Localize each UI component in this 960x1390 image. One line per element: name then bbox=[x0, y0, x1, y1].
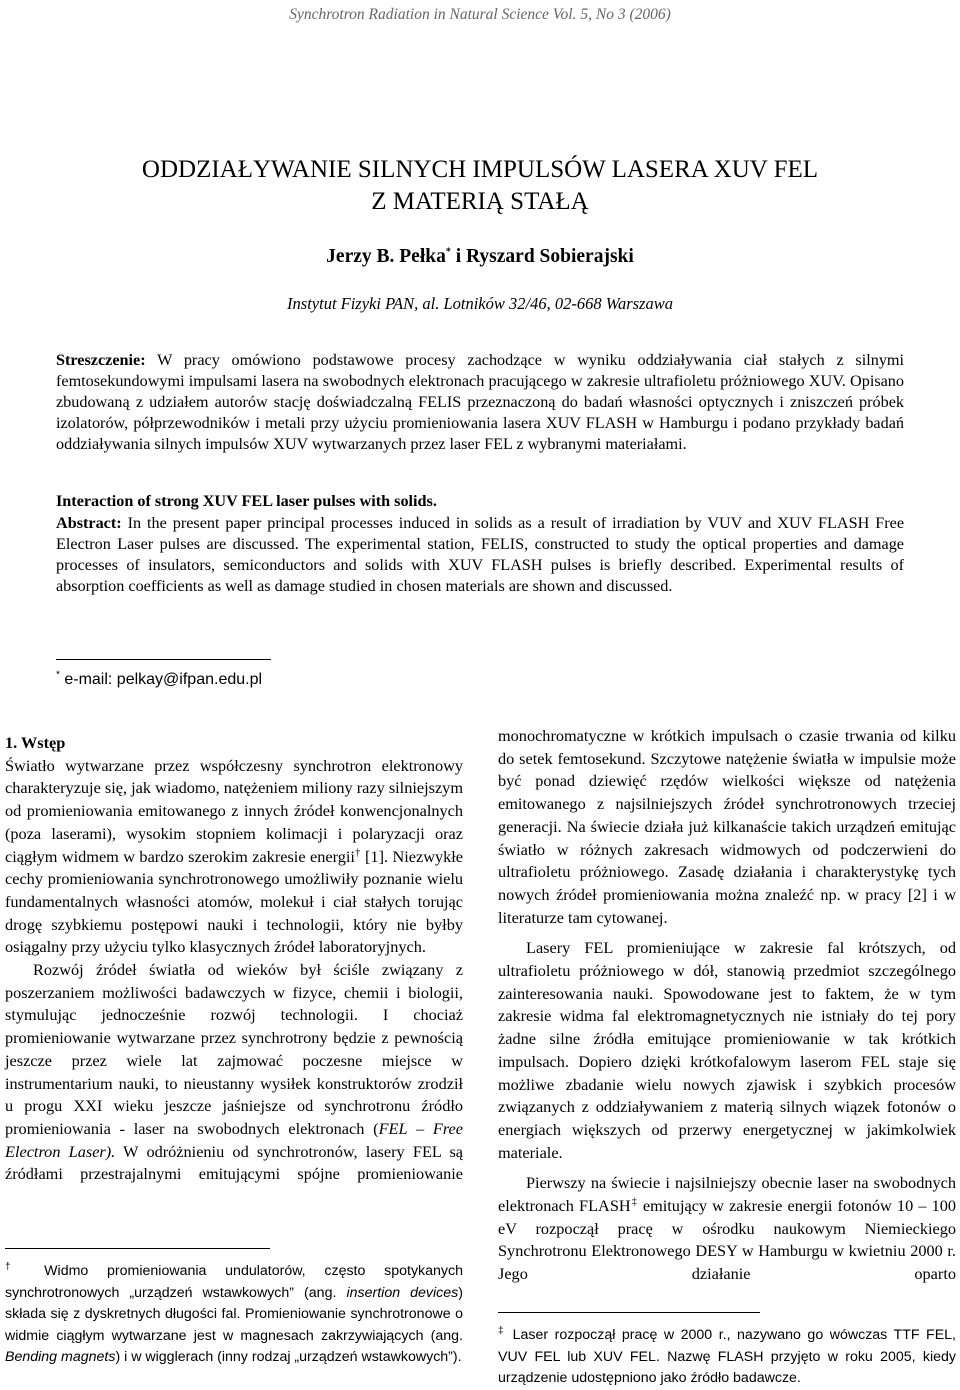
left-paragraph-2-text: Rozwój źródeł światła od wieków był ściśle związany z poszerzaniem możliwości badawczych w fizyce, chemii i biologii, stymulując jednocześnie rozwój technologii. I chociaż promieniowanie wytwarzane przez synchrotrony będzie z pewnością jeszcze przez wiele lat zajmować poczesne miejsce w instrumentarium nauki, to nieustanny wysiłek konstruktorów zrodził u progu XXI wieku jeszcze jaśniejsze od synchrotronu źródło promieniowania - laser na swobodnych elektronach ( bbox=[5, 960, 463, 1138]
left-paragraph-2-cont: W odróżnieniu od synchrotronów, lasery FEL są źródłami przestrajalnymi emitującymi spójne promieniowanie bbox=[5, 1141, 464, 1184]
footnote-email bbox=[56, 671, 262, 689]
english-title: Interaction of strong XUV FEL laser pulses with solids. bbox=[56, 492, 437, 510]
paper-title-line-1: ODDZIAŁYWANIE SILNYCH IMPULSÓW LASERA XUV FEL bbox=[141, 156, 819, 183]
footnote-left-italic-1: insertion devices bbox=[346, 1284, 459, 1301]
left-paragraph-1-text: Światło wytwarzane przez współczesny synchrotron elektronowy charakteryzuje się, jak wiadomo, natężeniem miliony razy silniejszym od promieniowania emitowanego z innych źródeł konwencjonalnych (poza laserami), wysokim stopniem kolimacji i polaryzacji oraz ciągłym widmem w bardzo szerokim zakresie energii bbox=[5, 755, 463, 866]
footnote-right-mark: ‡ bbox=[498, 1325, 507, 1337]
abstract-polish bbox=[56, 350, 904, 455]
author-1: Jerzy B. Pełka bbox=[326, 246, 446, 267]
author-footnote-mark: * bbox=[445, 246, 451, 258]
footnote-mark-dagger: † bbox=[354, 847, 361, 859]
footnote-left-text-2: ) składa się z dyskretnych długości fal. Promieniowanie synchrotronowe o widmie ciągłym wytwarzane jest w magnesach zakrzywiających (ang. bbox=[5, 1284, 463, 1344]
footnote-right bbox=[498, 1325, 956, 1390]
left-paragraph-1 bbox=[5, 755, 463, 959]
footnote-left-mark: † bbox=[5, 1261, 26, 1273]
left-column bbox=[5, 732, 463, 1186]
right-paragraph-3-text: Pierwszy na świecie i najsilniejszy obecnie laser na swobodnych elektronach FLASH bbox=[498, 1173, 956, 1216]
footnote-rule-right bbox=[498, 1312, 760, 1313]
footnote-email-mark: * bbox=[56, 669, 60, 681]
paper-title-line-2: Z MATERIĄ STAŁĄ bbox=[371, 188, 589, 215]
right-paragraph-2: Lasery FEL promieniujące w zakresie fal krótszych, od ultrafioletu próżniowego w dół, stanowią przedmiot szczególnego zainteresowania nauki. Spowodowane jest to faktem, że w tym zakresie widma fal elektromagnetycznych nie istniały do tej pory żadne silne źródła emitujące promieniowanie w tak krótkich impulsach. Dopiero dzięki krótkofalowym laserom FEL staje się możliwe zbadanie wielu nowych zjawisk i szybkich procesów związanych z oddziaływaniem z materią silnych wiązek fotonów o energiach większych od przerwy energetycznej w jakimkolwiek materiale. bbox=[498, 938, 956, 1162]
footnote-rule-email bbox=[56, 659, 271, 660]
footnote-right-text: Laser rozpoczął pracę w 2000 r., nazywano go wówczas TTF FEL, VUV FEL lub XUV FEL. Nazwę FLASH przyjęto w roku 2005, kiedy urządzenie udostępniono jako źródło badawcze. bbox=[498, 1327, 956, 1386]
abstract-polish-text: W pracy omówiono podstawowe procesy zachodzące w wyniku oddziaływania ciał stałych z silnymi femtosekundowymi impulsami lasera na swobodnych elektronach pracującego w zakresie ultrafioletu próżniowego XUV. Opisano zbudowaną z udziałem autorów stację doświadczalną FELIS przeznaczoną do badań własności optycznych i zniszczeń próbek izolatorów, półprzewodników i metali przy użyciu promieniowania lasera XUV FLASH w Hamburgu i podano przykłady badań oddziaływania silnych impulsów XUV wytwarzanych przez laser FEL z wybranymi materiałami. bbox=[56, 351, 904, 453]
footnote-left-text-3: ) i w wigglerach (inny rodzaj „urządzeń wstawkowych”). bbox=[115, 1349, 462, 1365]
abstract-english bbox=[56, 513, 904, 597]
footnote-left-italic-2: Bending magnets bbox=[5, 1349, 116, 1365]
left-paragraph-1-cont: [1]. Niezwykłe cechy promieniowania synchrotronowego umożliwiły poznanie wielu fundamentalnych własności atomów, molekuł i ciał stałych torując drogę szybkiemu postępowi nauki i technologii, który nie byłby osiągalny przy użyciu tylko klasycznych źródeł laboratoryjnych. bbox=[5, 846, 464, 957]
authors bbox=[0, 246, 960, 268]
author-separator: i bbox=[450, 246, 467, 267]
abstract-english-text: In the present paper principal processes induced in solids as a result of irradiation by VUV and XUV FLASH Free Electron Laser pulses are discussed. The experimental station, FELIS, constructed to study the optical properties and damage processes of insulators, semiconductors and solids with XUV FLASH pulses is briefly described. Experimental results of absorption coefficients as well as damage studied in chosen materials are shown and discussed. bbox=[56, 514, 904, 595]
right-paragraph-3-cont: emitujący w zakresie energii fotonów 10 – 100 eV rozpoczął pracę w ośrodku naukowym Niemieckiego Synchrotronu Elektronowego DESY w Hamburgu w kwietniu 2000 r. Jego działanie oparto bbox=[498, 1196, 957, 1284]
abstract-polish-label: Streszczenie: bbox=[56, 351, 146, 369]
right-column bbox=[498, 725, 956, 1286]
email-address: e-mail: pelkay@ifpan.edu.pl bbox=[59, 671, 263, 688]
section-heading: 1. Wstęp bbox=[5, 733, 66, 752]
right-paragraph-3 bbox=[498, 1172, 956, 1286]
author-2: Ryszard Sobierajski bbox=[466, 246, 634, 267]
footnote-rule-left bbox=[5, 1248, 270, 1249]
left-paragraph-2-italic: FEL – Free Electron Laser). bbox=[5, 1118, 464, 1161]
right-paragraph-1: monochromatyczne w krótkich impulsach o czasie trwania od kilku do setek femtosekund. Szczytowe natężenie światła w impulsie może być ponad dziewięć rzędów wielkości większe od natężenia emitowanego z najsilniejszych źródeł synchrotronowych trzeciej generacji. Na świecie działa już kilkanaście takich urządzeń emitując światło w różnych zakresach widmowych od podczerwieni do ultrafioletu próżniowego. Zasadę działania i charakterystykę tych nowych źródeł promieniowania można znaleźć np. w pracy [2] i w literaturze tam cytowanej. bbox=[498, 726, 956, 927]
left-paragraph-2 bbox=[5, 959, 463, 1186]
running-header: Synchrotron Radiation in Natural Science Vol. 5, No 3 (2006) bbox=[289, 6, 671, 23]
affiliation: Instytut Fizyki PAN, al. Lotników 32/46, 02-668 Warszawa bbox=[287, 294, 673, 313]
footnote-left bbox=[5, 1261, 463, 1369]
footnote-left-text-1: Widmo promieniowania undulatorów, często spotykanych synchrotronowych „urządzeń wstawkowych” (ang. bbox=[5, 1263, 464, 1301]
abstract-english-label: Abstract: bbox=[56, 514, 122, 532]
footnote-mark-double-dagger: ‡ bbox=[630, 1196, 638, 1208]
